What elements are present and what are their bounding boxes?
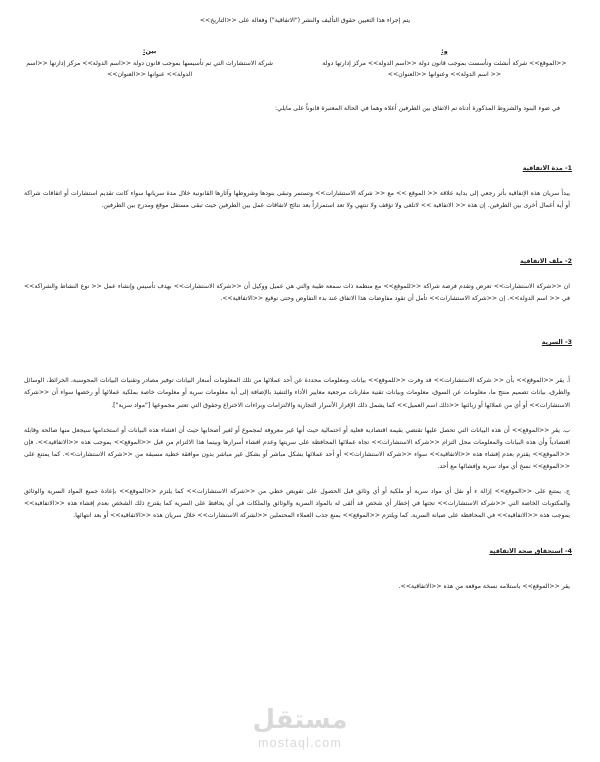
section-heading-scope: 2- ملف الاتفاقية — [520, 258, 572, 266]
spacer — [14, 522, 586, 548]
parties-block — [14, 47, 586, 81]
spacer — [14, 115, 586, 141]
party-left-body: <<الموقع>> شركة أنشئت وتأسست بموجب قانون دولة <<اسم الدولة>> مركز إدارتها دولة << اسم الدولة>> وعنوانها <<العنوان>> — [322, 59, 567, 78]
spacer — [14, 346, 586, 362]
section-heading-validity: 4- استحقاق صحة الاتفاقية — [489, 548, 572, 556]
spacer — [14, 212, 586, 258]
party-left-label: و: — [441, 46, 448, 55]
preamble-text: يتم إجراء هذا التعيين حقوق التأليف والنشر ("الاتفاقية") وفعالة على <<التاريخ>> — [199, 17, 411, 24]
spacer — [14, 305, 586, 339]
watermark-logo — [0, 707, 600, 750]
party-block-left — [319, 47, 570, 81]
section-body-scope: ان <<شركة الاستشارات>> تعرض وتقدم فرصة شراكة <<للموقع>> مع منظمة ذات سمعة طيبة والتي هي عميل ووكيل أن <<شركة الاستشارات>> بهدف تأسيس وإنشاء عمل << نوع النشاط والشراكة>> في << اسم الدولة>>. إن <<شركة الاستشارات>> تأمل أن تقود مفاوضات هذا الاتفاق عند بدء التفاوض وحتى توقيع <<الاتفاقية>>. — [24, 283, 570, 303]
party-right-label: بين: — [142, 46, 157, 55]
spacer — [14, 555, 586, 581]
confidentiality-item-a: أ. يقر <<الموقع>> بأن << شركة الاستشارات>> قد وفرت <<للموقع>> بيانات ومعلومات محددة عن أحد عملائها من تلك المعلومات أسعار البيانات توفير مصادر وتقنيات البيانات المحوسبة، الخرائط، الوسائل والطرق، بيانات تصميم منتج ما، معلومات عن السوق، معلومات وبيانات تقنية مقارنات مرجعية معايير الأداء والتنفيذ بالإضافة إلى أية معلومات سرية أو معلومات خاصة بملكية عملائها أو رخصها سواء أن <<شركة الاستشارات>> أو أي من عملائها أو زبائنها <<ذلك اسم العميل>> كما يشمل ذلك الإقرار الأسرار التجارية والالتزامات وبراءات الاختراع وحقوق التي تعتبر مجموعها ["مواد سرية"]. — [24, 377, 570, 409]
section-heading-duration: 1- مدة الاتفاقية — [522, 165, 572, 172]
section-heading-confidentiality: 3- السرية — [541, 339, 572, 347]
spacer — [14, 265, 586, 281]
confidentiality-item-b: ب. يقر <<الموقع>> أن هذه البيانات التي تحصل عليها تقتضي بقيمة اقتصادية فعلية أو احتمالية حيث أنها غير معروفة لمجموع أو لغير أصحابها حيث أن افشاء هذه البيانات أو استخدامها سيجعل منها صالحة وقابلة اقتصادياً وأن هذه البيانات والمعلومات محل التزام <<شركة الاستشارات>> تجاه عملائها المحافظة على سريتها وعدم افشاء أسرارها وبينما هذا الالتزام من قبل <<الموقع>> بموجب هذه <<الاتفاقية>>. فإن <<الموقع>> يقترم بعدم إفشاء هذه <<الاتفاقية>> سواء <<شركة الاستشارات>> أو أحد عملائها بشكل مباشر أو بشكل غير مباشر بدون موافقة خطية مسبقة من <<شركة الاستشارات>>. كما يمتنع على <<الموقع>> نسخ أي مواد سرية وإفشائها مع أحد. — [24, 426, 570, 470]
intro-paragraph: في ضوء البنود والشروط المذكورة أدناه تم الاتفاق بين الطرفين أعلاه وهما في الحالة المعتبرة قانوناً على مايلي: — [274, 105, 560, 113]
section-body-duration: يبدأ سريان هذه الإتفاقية بأثر رجعي إلى بداية علاقة << الموقع >> مع << شركة الاستشارات>> وتستمر وتبقى بنودها وشروطها وآثارها القانونية خلال مدة سريانها سواء كانت تقديم استشارات أو اتفاقات شراكة أو أية أعمال أخرى بين الطرفين. إن هذه << الاتفاقية >> لاتلغى ولا تؤقف ولا تنتهي ولا تعد استمراراً بعد نتائج لاتفاقات عمل بين الطرفين حيث تبقى مستقل موقع ومدرج بين الطرفين. — [24, 190, 570, 210]
party-block-right — [24, 47, 275, 81]
party-right-body: شركة الاستشارات التي تم تأسيسها بموجب قانون دولة <<اسم الدولة>> مركز إدارتها <<اسم الدولة>> عنوانها <<العنوان>> — [26, 59, 273, 78]
section-body-validity: يقر <<الموقع>> باستلامه نسخة موقعة من هذه <<الاتفاقية>>. — [398, 583, 570, 591]
watermark-arabic-text: مستقل — [252, 705, 348, 735]
watermark-domain-text: mostaql.com — [257, 736, 343, 750]
confidentiality-item-c: ج. يمتنع على <<الموقع>> إزالة ء أو نقل أي مواد سرية أو ملكية أو أي وثائق قبل الحصول على تفويض خطي من <<شركة الاستشارات>> كما يلتزم <<الموقع>> بإعادة جميع المواد السرية والوثائق والمكتوبات الخاصة التي <<شركة الاستشارات>> تحتها في إخطار أي شخص قد ألقى له بالمواد السرية والوثائق والملكات في أي يحافظ على السرية كما يقترح ذلك الشخص بعدم إفشاء هذه <<الاتفاقية>> بموجب هذه <<الاتفاقية>> في المحافظة على صيانة السرية. كما ويلتزم <<الموقع>> بمنع جذب العملاء المحتملين <<لشركة الاستشارات>> خلال سريان هذه <<الاتفاقية>> أو بعد انتهائها. — [24, 488, 570, 520]
spacer — [14, 172, 586, 188]
